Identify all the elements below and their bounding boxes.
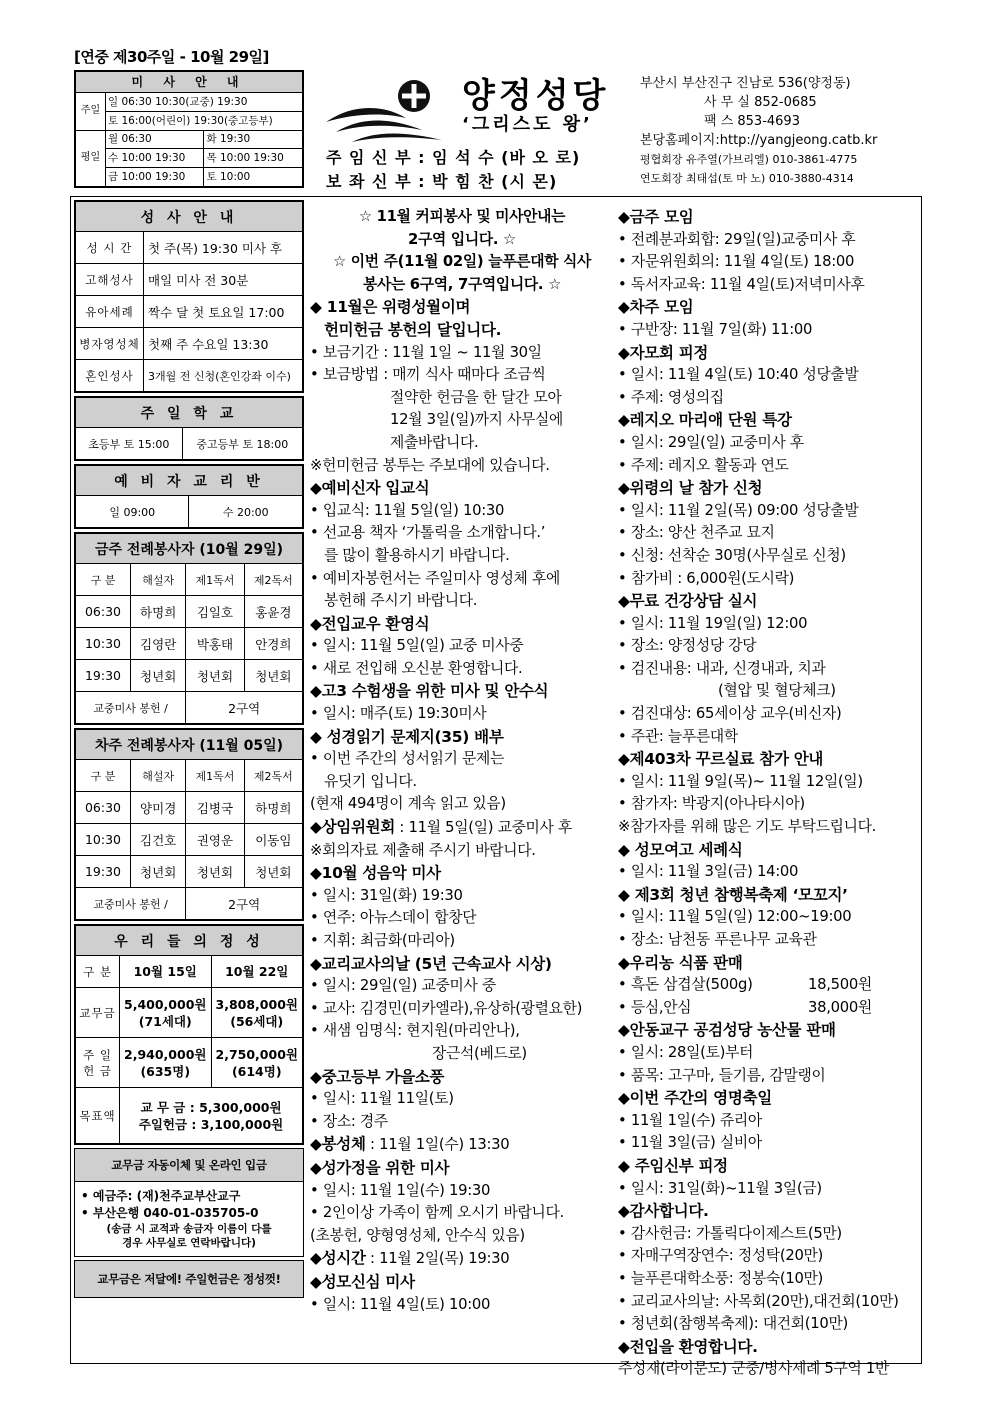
detail-line: • 장소: 경주 — [310, 1112, 388, 1130]
detail-line: 유딧기 입니다. — [324, 772, 417, 790]
server-name: 안경희 — [244, 628, 302, 660]
product-name: • 등심,안심 — [618, 998, 692, 1016]
servers-this-week-box — [74, 532, 304, 725]
detail-line: 12월 3일(일)까지 사무실에 — [390, 411, 564, 429]
section-heading-inline — [310, 816, 614, 840]
offering-district: 2구역 — [186, 888, 303, 920]
donation-amount: 2,940,000원 — [124, 1046, 207, 1062]
target-values — [120, 1088, 303, 1144]
server-name: 이동임 — [244, 824, 302, 856]
section-detail: : 11월 2일(목) 19:30 — [365, 1250, 510, 1268]
sacrament-label: 병자영성체 — [76, 328, 144, 360]
transfer-title: 교무금 자동이체 및 온라인 입금 — [75, 1149, 303, 1182]
server-name: 박홍태 — [186, 628, 244, 660]
detail-line: • 입교식: 11월 5일(일) 10:30 — [310, 501, 505, 519]
detail-line: 장근석(베드로) — [432, 1044, 527, 1062]
detail-line: • 일시: 31일(화) 19:30 — [310, 886, 463, 904]
section-heading-inline — [310, 1133, 614, 1157]
weekday-mass: 화 19:30 — [204, 130, 303, 149]
detail-line: • 11월 1일(수) 쥬리아 — [618, 1111, 762, 1129]
section-heading: ◆10월 성음악 미사 — [310, 864, 441, 883]
mass-time: 10:30 — [76, 628, 131, 660]
donation-amount: 3,808,000원 — [215, 996, 298, 1012]
section-heading: ◆ 성모여고 세례식 — [618, 840, 743, 859]
detail-line: • 일시: 매주(토) 19:30미사 — [310, 705, 487, 723]
target-offering: 주일헌금 : 3,100,000원 — [138, 1116, 284, 1132]
donations-header: 10월 15일 — [120, 956, 212, 988]
detail-line: • 보금기간 : 11월 1일 ~ 11월 30일 — [310, 343, 542, 361]
detail-line: • 늘푸른대학소풍: 정봉숙(10만) — [618, 1269, 824, 1287]
detail-line: • 일시: 31일(화)~11월 3일(금) — [618, 1179, 822, 1197]
product-price: 38,000원 — [808, 998, 872, 1016]
server-name: 청년회 — [186, 856, 244, 888]
donation-amount: 5,400,000원 — [124, 996, 207, 1012]
section-heading: ◆무료 건강상담 실시 — [618, 592, 758, 611]
mass-time: 19:30 — [76, 856, 131, 888]
transfer-note: 경우 사무실로 연락바랍니다) — [122, 1237, 256, 1249]
catechumen-box — [74, 464, 304, 529]
detail-line: 봉헌해 주시기 바랍니다. — [324, 592, 478, 610]
sacrament-time: 매일 미사 전 30분 — [144, 264, 303, 296]
donation-count: (71세대) — [138, 1013, 192, 1029]
transfer-note: (송금 시 교적과 송금자 이름이 다를 — [106, 1223, 272, 1235]
server-name: 김일호 — [186, 596, 244, 628]
sunday-school-secondary: 중고등부 토 18:00 — [182, 428, 302, 460]
detail-line: • 일시: 11월 9일(목)~ 11월 12일(일) — [618, 772, 863, 790]
detail-line: • 구반장: 11월 7일(화) 11:00 — [618, 320, 813, 338]
detail-line: • 교사: 김경민(미카엘라),유상하(광렬요한) — [310, 999, 583, 1017]
donation-label: 주 일 헌 금 — [76, 1038, 120, 1088]
right-column — [618, 206, 920, 1381]
detail-line: 주성재(라이문도) 군중/병사세례 5구역 1반 — [618, 1360, 889, 1378]
offering-label: 교중미사 봉헌 / — [76, 692, 186, 724]
weekday-mass: 수 10:00 19:30 — [106, 149, 204, 168]
issue-title: [연중 제30주일 - 10월 29일] — [74, 48, 269, 66]
servers-header: 제2독서 — [244, 564, 302, 596]
donations-title: 우 리 들 의 정 성 — [76, 926, 303, 956]
donation-label: 교무금 — [76, 988, 120, 1038]
section-heading: ◆고3 수험생을 위한 미사 및 안수식 — [310, 682, 549, 701]
detail-line: • 선교용 책자 ‘가톨릭을 소개합니다.’ — [310, 524, 546, 542]
footer-box — [74, 1260, 304, 1298]
server-name: 권영운 — [186, 824, 244, 856]
detail-line: • 일시: 11월 1일(수) 19:30 — [310, 1181, 491, 1199]
sunday-mass-2: 토 16:00(어린이) 19:30(중고등부) — [106, 111, 303, 130]
detail-line: • 신청: 선착순 30명(사무실로 신청) — [618, 546, 846, 564]
section-heading: ◆성시간 — [310, 1249, 366, 1268]
donation-value — [211, 1038, 303, 1088]
sacraments-title: 성 사 안 내 — [76, 202, 303, 232]
detail-line: • 연주: 아뉴스데이 합창단 — [310, 909, 477, 927]
catechumen-sunday: 일 09:00 — [76, 496, 189, 528]
server-name: 청년회 — [131, 660, 186, 692]
donation-count: (635명) — [140, 1063, 191, 1079]
servers-title: 차주 전례봉사자 (11월 05일) — [76, 730, 303, 760]
detail-line: • 감사헌금: 가톨릭다이제스트(5만) — [618, 1224, 842, 1242]
detail-line: • 품목: 고구마, 들기름, 감말랭이 — [618, 1066, 826, 1084]
sunday-school-title: 주 일 학 교 — [76, 398, 303, 428]
sacrament-time: 첫째 주 수요일 13:30 — [144, 328, 303, 360]
section-heading: ◆자모회 피정 — [618, 343, 709, 362]
detail-line: • 일시: 11월 5일(일) 12:00~19:00 — [618, 908, 852, 926]
address: 부산시 부산진구 진남로 536(양정동) — [640, 76, 851, 91]
detail-line: • 예비자봉헌서는 주일미사 영성체 후에 — [310, 569, 560, 587]
servers-header: 제1독서 — [186, 564, 244, 596]
section-detail: : 11월 1일(수) 13:30 — [365, 1136, 510, 1154]
server-name: 김병국 — [186, 792, 244, 824]
transfer-box — [74, 1148, 304, 1257]
detail-line: • 일시: 29일(일) 교중미사 후 — [618, 433, 804, 451]
servers-header: 해설자 — [131, 564, 186, 596]
detail-line: • 새샘 임명식: 현지원(마리안나), — [310, 1022, 520, 1040]
servers-header: 제1독서 — [186, 760, 244, 792]
donations-box — [74, 924, 304, 1145]
section-heading: ◆성모신심 미사 — [310, 1272, 415, 1291]
section-heading: 헌미헌금 봉헌의 달입니다. — [324, 320, 502, 339]
price-line — [618, 997, 920, 1020]
server-name: 청년회 — [131, 856, 186, 888]
server-name: 하명희 — [244, 792, 302, 824]
middle-column — [310, 206, 614, 1316]
homepage[interactable]: 본당홈페이지:http://yangjeong.catb.kr — [640, 133, 878, 148]
detail-line: ※참가자를 위해 많은 기도 부탁드립니다. — [618, 818, 877, 836]
servers-header: 구 분 — [76, 564, 131, 596]
notice-banner: ☆ 이번 주(11월 02일) 늘푸른대학 식사 — [332, 253, 592, 271]
detail-line: • 2인이상 가족이 함께 오시기 바랍니다. — [310, 1204, 564, 1222]
detail-line: • 참가자: 박광지(아나타시아) — [618, 795, 805, 813]
mass-schedule-title: 미 사 안 내 — [76, 72, 303, 93]
sunday-mass-1: 일 06:30 10:30(교중) 19:30 — [106, 93, 303, 112]
servers-title: 금주 전례봉사자 (10월 29일) — [76, 534, 303, 564]
product-name: • 흑돈 삼겹살(500g) — [618, 976, 753, 994]
servers-header: 제2독서 — [244, 760, 302, 792]
detail-line: • 11월 3일(금) 실비아 — [618, 1134, 762, 1152]
section-heading: ◆감사합니다. — [618, 1202, 709, 1221]
section-heading: ◆위령의 날 참가 신청 — [618, 479, 763, 498]
server-name: 김영란 — [131, 628, 186, 660]
section-heading: ◆전입을 환영합니다. — [618, 1337, 758, 1356]
sacrament-label: 고해성사 — [76, 264, 144, 296]
detail-line: • 독서자교육: 11월 4일(토)저녁미사후 — [618, 275, 865, 293]
section-heading: ◆ 주임신부 피정 — [618, 1156, 728, 1175]
section-detail: : 11월 5일(일) 교중미사 후 — [395, 819, 572, 837]
detail-line: • 일시: 11월 4일(토) 10:00 — [310, 1295, 491, 1313]
mass-time: 19:30 — [76, 660, 131, 692]
detail-line: • 일시: 29일(일) 교중미사 중 — [310, 977, 496, 995]
detail-line: • 청년회(참행복축제): 대건회(10만) — [618, 1315, 848, 1333]
transfer-details — [75, 1182, 303, 1256]
offering-label: 교중미사 봉헌 / — [76, 888, 186, 920]
detail-line: • 주제: 레지오 활동과 연도 — [618, 456, 789, 474]
detail-line: • 일시: 11월 19일(일) 12:00 — [618, 614, 808, 632]
detail-line: • 일시: 11월 11일(토) — [310, 1090, 454, 1108]
section-heading: ◆ 성경읽기 문제지(35) 배부 — [310, 727, 504, 746]
section-heading: ◆예비신자 입교식 — [310, 479, 430, 498]
weekday-mass: 금 10:00 19:30 — [106, 168, 204, 187]
detail-line: • 일시: 11월 3일(금) 14:00 — [618, 863, 799, 881]
notice-banner: 봉사는 6구역, 7구역입니다. ☆ — [362, 275, 562, 293]
fax: 팩 스 853-4693 — [704, 114, 800, 129]
donation-value — [120, 1038, 212, 1088]
detail-line: • 장소: 남천동 푸른나무 교육관 — [618, 931, 817, 948]
detail-line: • 검진대상: 65세이상 교우(비신자) — [618, 705, 842, 723]
catechumen-title: 예 비 자 교 리 반 — [76, 466, 303, 496]
sacrament-label: 혼인성사 — [76, 360, 144, 392]
account-holder: • 예금주: (재)천주교부산교구 — [81, 1189, 241, 1203]
section-heading: ◆레지오 마리애 단원 특강 — [618, 411, 792, 430]
left-column — [74, 200, 304, 1301]
detail-line: 절약한 헌금을 한 달간 모아 — [390, 388, 562, 406]
servers-header: 해설자 — [131, 760, 186, 792]
weekday-mass: 목 10:00 19:30 — [204, 149, 303, 168]
section-heading: ◆ 제3회 청년 참행복축제 ‘모꼬지’ — [618, 885, 848, 904]
servers-next-week-box — [74, 728, 304, 921]
church-patron: ‘그리스도 왕’ — [462, 114, 593, 135]
detail-line: • 주제: 영성의집 — [618, 388, 724, 406]
detail-line: • 전례분과회합: 29일(일)교중미사 후 — [618, 230, 856, 248]
detail-line: 를 많이 활용하시기 바랍니다. — [324, 546, 510, 564]
detail-line: ※헌미헌금 봉투는 주보대에 있습니다. — [310, 456, 550, 474]
section-heading: ◆봉성체 — [310, 1135, 366, 1154]
notice-banner: 2구역 입니다. ☆ — [408, 230, 516, 248]
section-heading: ◆우리농 식품 판매 — [618, 953, 743, 972]
mass-time: 06:30 — [76, 792, 131, 824]
section-heading-inline — [310, 1247, 614, 1271]
detail-line: ※회의자료 제출해 주시기 바랍니다. — [310, 841, 536, 859]
council-president: 평협회장 유주열(가브리엘) 010-3861-4775 — [640, 153, 858, 166]
weekday-mass: 토 10:00 — [204, 168, 303, 187]
weekday-mass: 월 06:30 — [106, 130, 204, 149]
sacrament-time: 첫 주(목) 19:30 미사 후 — [144, 232, 303, 264]
mass-schedule — [74, 70, 304, 188]
bank-account: • 부산은행 040-01-035705-0 — [81, 1206, 259, 1220]
legion-president: 연도회장 최태섭(토 마 노) 010-3880-4314 — [640, 172, 854, 185]
detail-line: • 자매구역장연수: 정성탁(20만) — [618, 1247, 824, 1265]
detail-line: • 교리교사의날: 사목회(20만),대건회(10만) — [618, 1292, 899, 1310]
sacraments-box — [74, 200, 304, 393]
sacrament-time: 짝수 달 첫 토요일 17:00 — [144, 296, 303, 328]
detail-line: • 지휘: 최금화(마리아) — [310, 932, 455, 949]
detail-line: 제출바랍니다. — [390, 433, 479, 451]
section-heading: ◆안동교구 공검성당 농산물 판매 — [618, 1021, 836, 1040]
section-heading: ◆상임위원회 — [310, 818, 395, 837]
mass-time: 06:30 — [76, 596, 131, 628]
sacrament-label: 성 시 간 — [76, 232, 144, 264]
target-label: 목표액 — [76, 1088, 120, 1144]
sunday-label: 주일 — [76, 93, 106, 131]
section-heading: ◆제403차 꾸르실료 참가 안내 — [618, 750, 824, 769]
sacrament-time: 3개월 전 신청(혼인강좌 이수) — [144, 360, 303, 392]
section-heading: ◆전입교우 환영식 — [310, 614, 430, 633]
offering-district: 2구역 — [186, 692, 303, 724]
server-name: 김건호 — [131, 824, 186, 856]
detail-line: • 일시: 28일(토)부터 — [618, 1043, 754, 1061]
donation-amount: 2,750,000원 — [215, 1046, 298, 1062]
target-dues: 교 무 금 : 5,300,000원 — [140, 1099, 282, 1115]
catechumen-wednesday: 수 20:00 — [189, 496, 303, 528]
donation-value — [211, 988, 303, 1038]
notice-banner: ☆ 11월 커피봉사 및 미사안내는 — [358, 208, 566, 225]
donation-count: (614명) — [231, 1063, 282, 1079]
price-line — [618, 974, 920, 997]
detail-line: • 주관: 늘푸른대학 — [618, 727, 738, 745]
server-name: 양미경 — [131, 792, 186, 824]
sunday-school-box — [74, 396, 304, 461]
detail-line: (혈압 및 혈당체크) — [718, 682, 836, 700]
detail-line: (초봉헌, 양형영성체, 안수식 있음) — [310, 1226, 525, 1244]
donation-value — [120, 988, 212, 1038]
sacrament-label: 유아세례 — [76, 296, 144, 328]
server-name: 청년회 — [244, 660, 302, 692]
product-price: 18,500원 — [808, 976, 872, 994]
section-heading: ◆교리교사의날 (5년 근속교사 시상) — [310, 954, 552, 973]
sunday-school-elementary: 초등부 토 15:00 — [76, 428, 183, 460]
section-heading: ◆ 11월은 위령성월이며 — [310, 298, 471, 317]
detail-line: • 장소: 양정성당 강당 — [618, 637, 757, 655]
detail-line: • 일시: 11월 5일(일) 교중 미사중 — [310, 637, 524, 655]
server-name: 청년회 — [244, 856, 302, 888]
detail-line: • 일시: 11월 4일(토) 10:40 성당출발 — [618, 366, 859, 384]
server-name: 홍윤경 — [244, 596, 302, 628]
pastors — [326, 146, 580, 194]
server-name: 청년회 — [186, 660, 244, 692]
server-name: 하명희 — [131, 596, 186, 628]
section-heading: ◆이번 주간의 영명축일 — [618, 1089, 772, 1108]
detail-line: • 일시: 11월 2일(목) 09:00 성당출발 — [618, 501, 859, 519]
detail-line: • 새로 전입해 오신분 환영합니다. — [310, 659, 523, 677]
section-heading: ◆금주 모임 — [618, 208, 694, 226]
section-heading: ◆성가정을 위한 미사 — [310, 1158, 450, 1177]
detail-line: • 보금방법 : 매끼 식사 때마다 조금씩 — [310, 366, 546, 384]
section-heading: ◆중고등부 가을소풍 — [310, 1067, 445, 1086]
assistant-pastor: 보 좌 신 부 : 박 힘 찬 (시 몬) — [326, 172, 558, 191]
church-logo-icon — [322, 74, 452, 150]
detail-line: • 자문위원회의: 11월 4일(토) 18:00 — [618, 253, 855, 271]
servers-header: 구 분 — [76, 760, 131, 792]
footer-slogan: 교무금은 저달에! 주일헌금은 정성껏! — [97, 1272, 281, 1286]
detail-line: • 이번 주간의 성서읽기 문제는 — [310, 750, 504, 768]
church-name: 양정성당 — [462, 76, 610, 116]
detail-line: (현재 494명이 계속 읽고 있음) — [310, 795, 506, 813]
donations-header: 구 분 — [76, 956, 120, 988]
office-phone: 사 무 실 852-0685 — [704, 95, 817, 110]
detail-line: • 참가비 : 6,000원(도시락) — [618, 569, 795, 587]
section-heading: ◆차주 모임 — [618, 298, 694, 317]
donations-header: 10월 22일 — [211, 956, 303, 988]
detail-line: • 장소: 양산 천주교 묘지 — [618, 524, 775, 542]
mass-time: 10:30 — [76, 824, 131, 856]
weekday-label: 평일 — [76, 130, 106, 186]
pastor: 주 임 신 부 : 임 석 수 (바 오 로) — [326, 148, 581, 167]
donation-count: (56세대) — [230, 1013, 284, 1029]
detail-line: • 검진내용: 내과, 신경내과, 치과 — [618, 659, 826, 677]
church-contact — [640, 74, 877, 188]
